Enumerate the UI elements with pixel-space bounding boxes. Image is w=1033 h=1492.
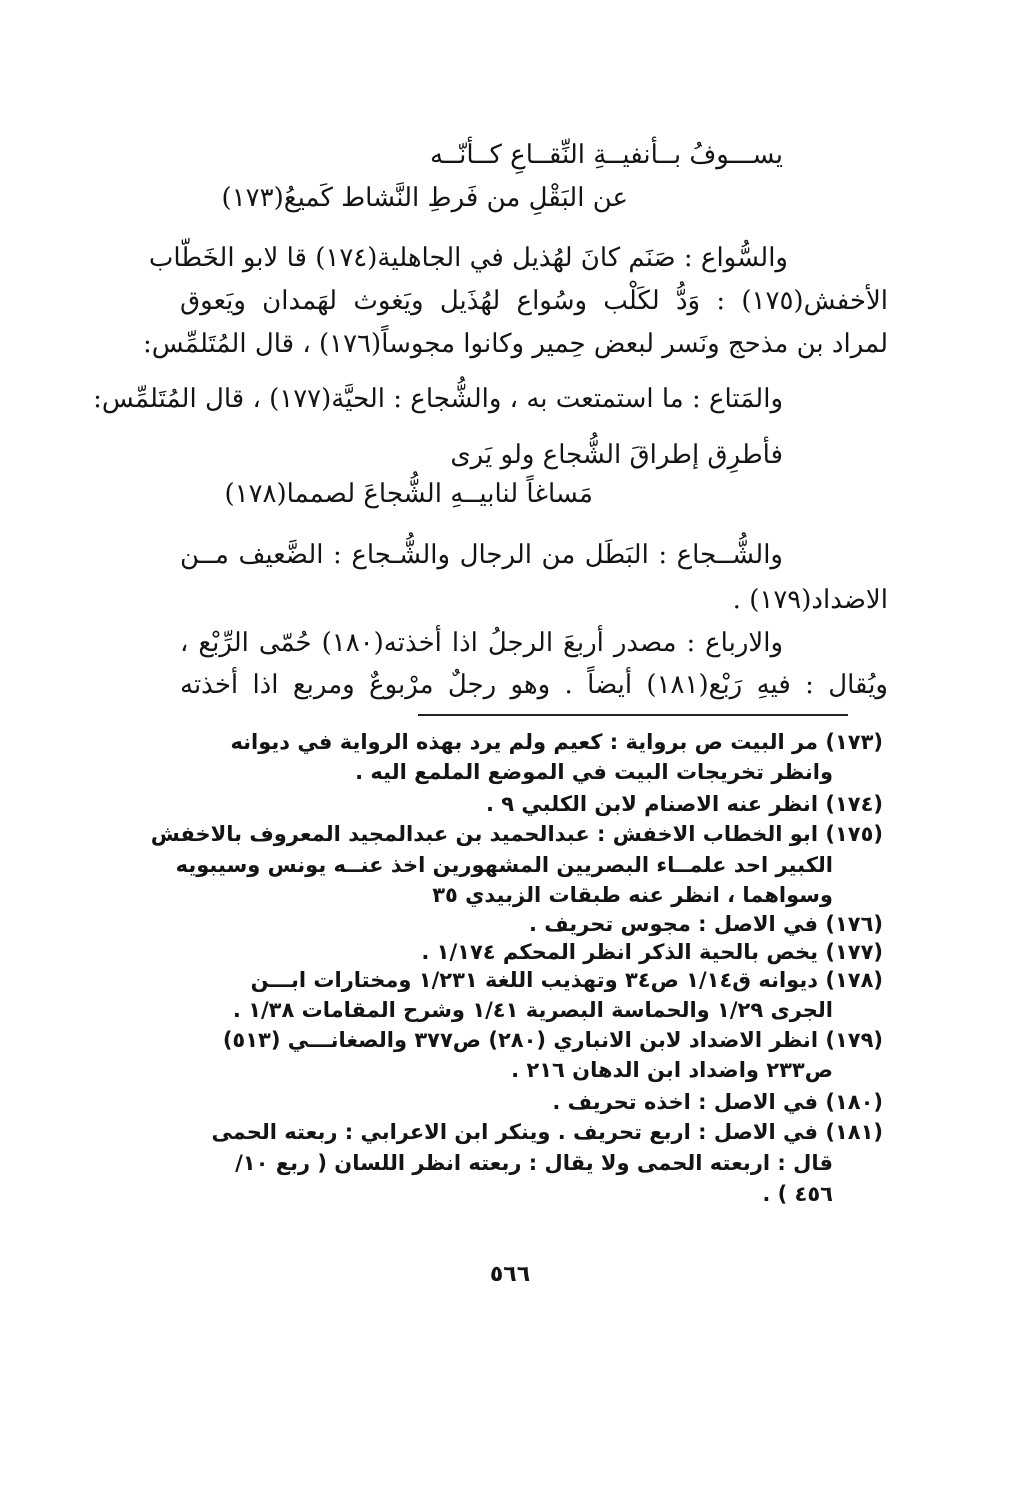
footnote-174: (١٧٤) انظر عنه الاصنام لابن الكلبي ٩ . (486, 792, 883, 816)
footnote-176: (١٧٦) في الاصل : مجوس تحريف . (528, 912, 883, 936)
verse-2-line-1: فأطرِق إطراقَ الشُّجاع ولو يَرى (450, 440, 783, 470)
paragraph-1-line-3: لمراد بن مذحج ونَسر لبعض حِمير وكانوا مجوساً(١٧٦) ، قال المُتَلمِّس: (143, 329, 888, 359)
footnote-177: (١٧٧) يخص بالحية الذكر انظر المحكم ١/١٧٤ . (421, 940, 883, 964)
footnote-175-line-2: الكبير احد علمــاء البصريين المشهورين اخذ عنــه يونس وسيبويه (175, 853, 833, 877)
paragraph-1-line-2: الأخفش(١٧٥) : وَدُّ لكَلْب وسُواع لهُذَيل ويَغوث لهَمدان ويَعوق (180, 286, 888, 316)
footnote-175-line-1: (١٧٥) ابو الخطاب الاخفش : عبدالحميد بن عبدالمجيد المعروف بالاخفش (150, 822, 883, 846)
paragraph-1-line-1: والسُّواع : صَنَم كانَ لهُذيل في الجاهلية(١٧٤) قا لابو الخَطّاب (148, 243, 788, 273)
paragraph-4-line-2: ويُقال : فيهِ رَبْع(١٨١) أيضاً . وهو رجلٌ مرْبوعٌ ومربع اذا أخذته (180, 670, 888, 700)
footnote-173-line-1: (١٧٣) مر البيت ص برواية : كعيم ولم يرد بهذه الرواية في ديوانه (230, 730, 883, 754)
footnote-181-line-1: (١٨١) في الاصل : اربع تحريف . وينكر ابن الاعرابي : ربعته الحمى (211, 1120, 883, 1144)
paragraph-3-line-2: الاضداد(١٧٩) . (732, 585, 888, 615)
paragraph-2: والمَتاع : ما استمتعت به ، والشُّجاع : الحيَّة(١٧٧) ، قال المُتَلمِّس: (93, 384, 783, 414)
footnote-divider (418, 714, 848, 716)
footnote-181-line-3: ٤٥٦ ) . (762, 1182, 833, 1206)
page-number: ٥٦٦ (489, 1262, 531, 1287)
footnote-178-line-1: (١٧٨) ديوانه ق١/١٤ ص٣٤ وتهذيب اللغة ١/٢٣١ ومختارات ابـــن (250, 968, 883, 992)
footnote-175-line-3: وسواهما ، انظر عنه طبقات الزبيدي ٣٥ (432, 883, 833, 907)
footnote-179-line-1: (١٧٩) انظر الاضداد لابن الانباري (٢٨٠) ص٣٧٧ والصغانـــي (٥١٣) (222, 1028, 883, 1052)
footnote-179-line-2: ص٢٣٣ واضداد ابن الدهان ٢١٦ . (511, 1058, 833, 1082)
footnote-180: (١٨٠) في الاصل : اخذه تحريف . (552, 1090, 883, 1114)
paragraph-4-line-1: والارباع : مصدر أربعَ الرجلُ اذا أخذته(١٨٠) حُمّى الرِّبْع ، (180, 628, 783, 658)
footnote-173-line-2: وانظر تخريجات البيت في الموضع الملمع اليه . (355, 760, 833, 784)
footnote-178-line-2: الجرى ١/٢٩ والحماسة البصرية ١/٤١ وشرح المقامات ١/٣٨ . (232, 998, 833, 1022)
verse-1-line-2: عن البَقْلِ من فَرطِ النَّشاط كَميعُ(١٧٣) (221, 183, 628, 213)
footnote-181-line-2: قال : اربعته الحمى ولا يقال : ربعته انظر اللسان ( ربع ١٠/ (235, 1151, 833, 1175)
verse-2-line-2: مَساغاً لنابيــهِ الشُّجاعَ لصمما(١٧٨) (224, 479, 593, 509)
paragraph-3-line-1: والشُّــجاع : البَطَل من الرجال والشُّـجاع : الضَّعيف مــن (180, 540, 783, 570)
verse-1-line-1: يســـوفُ بــأنفيــةِ النِّقــاعِ كــأنّــه (429, 140, 783, 170)
